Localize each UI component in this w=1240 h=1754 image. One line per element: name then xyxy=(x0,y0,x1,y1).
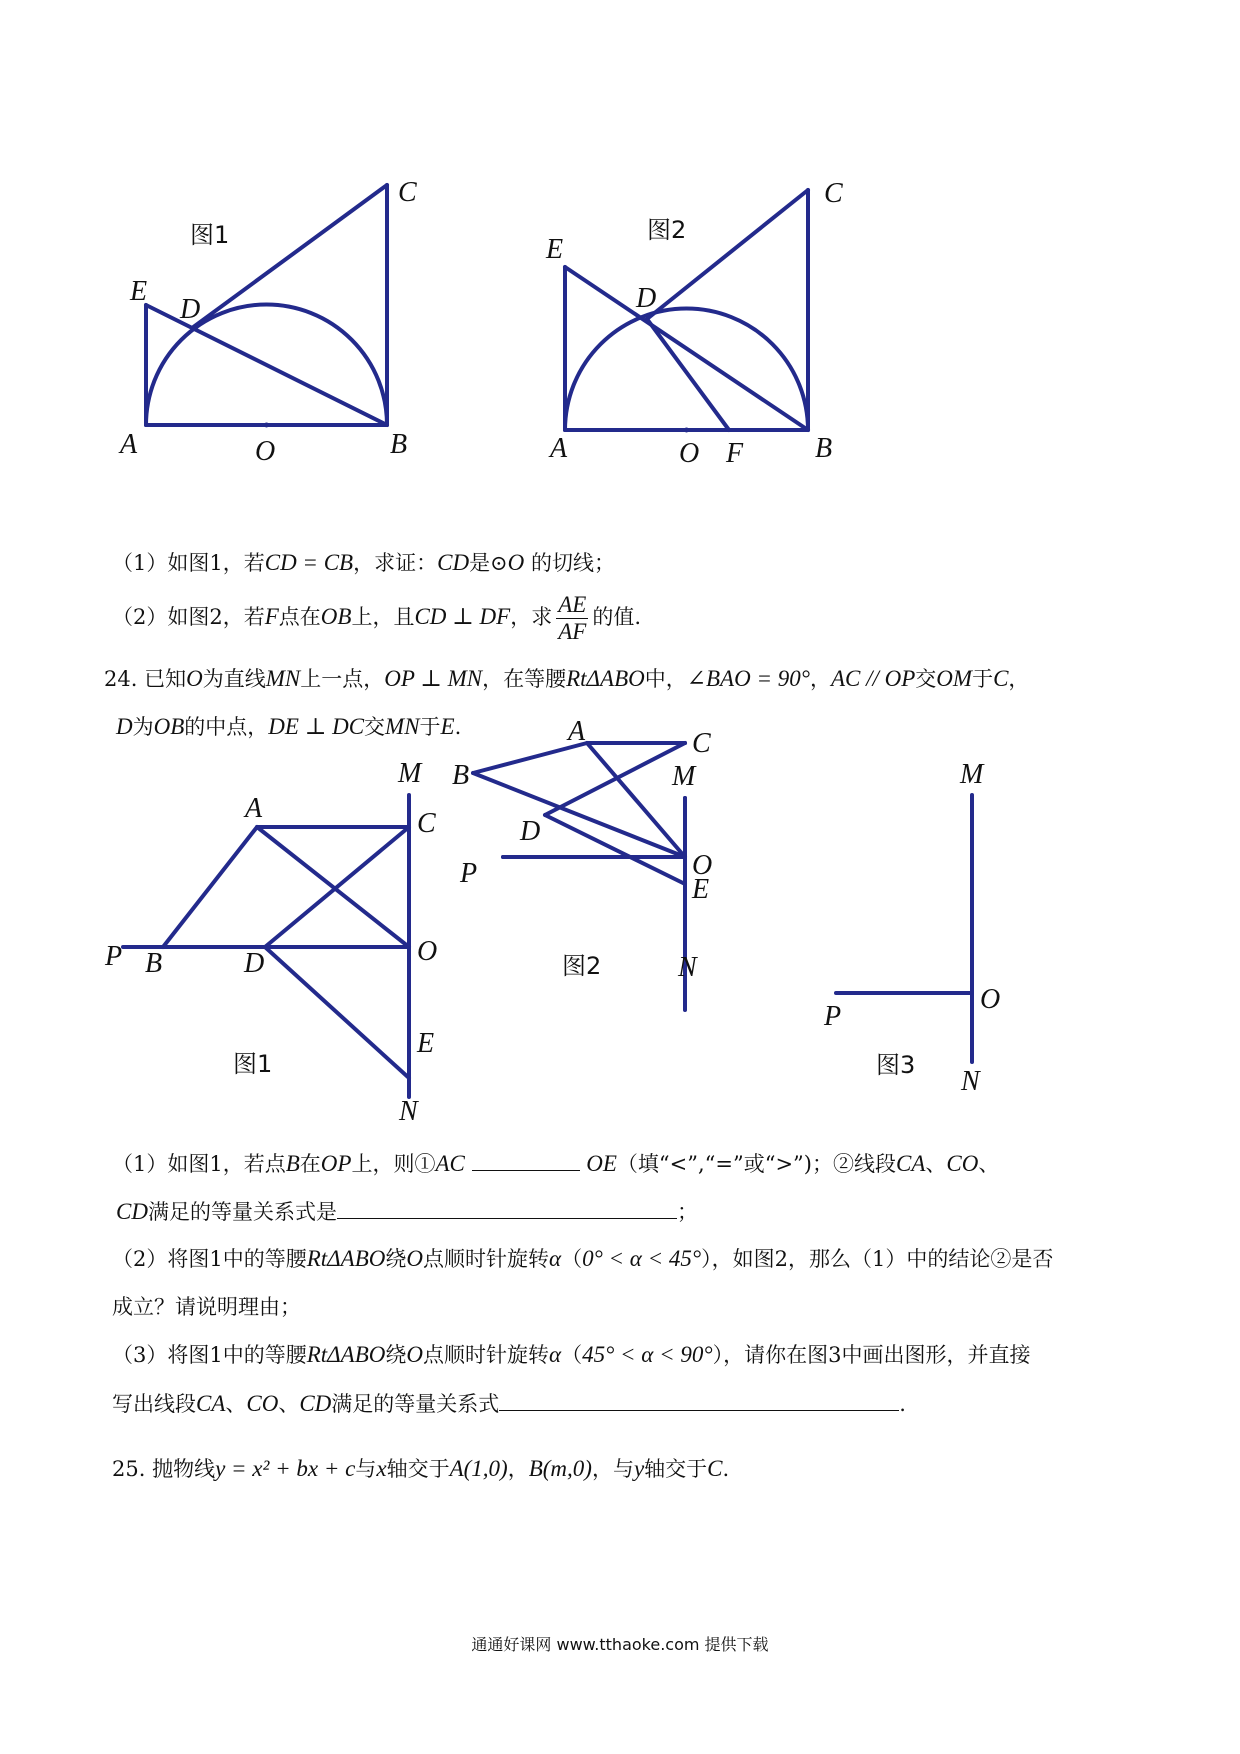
label-F: F xyxy=(726,438,744,469)
label-E: E xyxy=(417,1028,435,1059)
label-P: P xyxy=(105,941,123,972)
center-point-O xyxy=(684,428,689,433)
label-D: D xyxy=(180,294,201,325)
q24-stem-line-2: D为OB的中点，DE ⊥ DC交MN于E. xyxy=(116,714,462,739)
label-P: P xyxy=(460,858,478,889)
answer-blank-1[interactable] xyxy=(472,1148,580,1171)
label-E: E xyxy=(130,276,148,307)
fig1-caption: 图1 xyxy=(233,1050,273,1078)
label-A: A xyxy=(120,429,138,460)
q23-part-1: （1）如图1，若CD = CB，求证：CD是⊙O 的切线； xyxy=(112,550,615,575)
segment-AB xyxy=(473,743,587,773)
label-E: E xyxy=(546,234,564,265)
label-D: D xyxy=(520,816,541,847)
label-C: C xyxy=(824,178,843,209)
segment-DC xyxy=(647,190,808,319)
q24-stem-line-1: 24. 已知O为直线MN上一点，OP ⊥ MN，在等腰RtΔABO中，∠BAO = 90°，AC // OP交OM于C， xyxy=(104,666,1030,691)
label-O: O xyxy=(692,850,713,881)
label-A: A xyxy=(550,433,568,464)
label-O: O xyxy=(417,936,438,967)
fraction-AE-AF: $\frac{AE}{AF}$ xyxy=(558,592,587,644)
q24-part-2-line-2: 成立？请说明理由； xyxy=(112,1295,301,1319)
segment-DF xyxy=(647,319,729,430)
page-footer: 通通好课网 www.tthaoke.com 提供下载 xyxy=(471,1635,769,1654)
label-B: B xyxy=(815,433,833,464)
answer-blank-3[interactable] xyxy=(499,1388,899,1411)
fig1-caption: 图1 xyxy=(190,221,230,249)
label-O: O xyxy=(980,984,1001,1015)
label-P: P xyxy=(824,1001,842,1032)
fig2-caption: 图2 xyxy=(562,952,602,980)
segment-EB xyxy=(565,267,808,430)
q24-figure-3 xyxy=(800,755,1030,1115)
label-C: C xyxy=(692,728,711,759)
label-A: A xyxy=(568,716,586,747)
label-B: B xyxy=(145,948,163,979)
segment-DE xyxy=(265,947,409,1078)
label-A: A xyxy=(245,793,263,824)
label-N: N xyxy=(961,1066,980,1097)
center-point-O xyxy=(264,423,269,428)
q24-part-1-line-2: CD满足的等量关系式是 ； xyxy=(116,1196,698,1227)
q25-stem: 25. 抛物线y = x² + bx + c与x轴交于A(1,0)，B(m,0)，与y轴交于C. xyxy=(112,1456,730,1481)
fig2-caption: 图2 xyxy=(647,216,687,244)
label-M: M xyxy=(398,758,422,789)
label-N: N xyxy=(399,1096,418,1127)
q24-figure-2-topM xyxy=(670,760,720,800)
label-M: M xyxy=(672,761,696,792)
label-D: D xyxy=(636,283,657,314)
label-D: D xyxy=(244,948,265,979)
label-C: C xyxy=(398,177,417,208)
q23-part-2: （2）如图2，若F点在OB上，且CD ⊥ DF，求 $\frac{AE}{AF}$ 的值. xyxy=(112,592,642,644)
segment-BO xyxy=(473,773,685,857)
label-E: E xyxy=(692,874,710,905)
label-N: N xyxy=(678,952,697,983)
q23-figure-1 xyxy=(120,177,490,525)
label-M: M xyxy=(960,759,984,790)
q24-part-3-line-1: （3）将图1中的等腰RtΔABO绕O点顺时针旋转α（45° < α < 90°），请你在图3中画出图形，并直接 xyxy=(112,1342,1031,1367)
label-B: B xyxy=(452,760,470,791)
segment-AB xyxy=(163,827,257,947)
answer-blank-2[interactable] xyxy=(337,1196,677,1219)
q24-part-2-line-1: （2）将图1中的等腰RtΔABO绕O点顺时针旋转α（0° < α < 45°），如图2，那么（1）中的结论②是否 xyxy=(112,1246,1054,1271)
segment-DC xyxy=(545,743,685,815)
q24-part-3-line-2: 写出线段CA、CO、CD满足的等量关系式 . xyxy=(112,1388,906,1419)
q24-figure-1 xyxy=(105,760,465,1130)
label-C: C xyxy=(417,808,436,839)
label-O: O xyxy=(255,436,276,467)
label-B: B xyxy=(390,429,408,460)
label-O: O xyxy=(679,438,700,469)
q23-figure-2 xyxy=(530,178,900,525)
q24-part-1-line-1: （1）如图1，若点B在OP上，则①AC OE（填“<”,“=”或“>”)；②线段CA、CO、 xyxy=(112,1148,999,1179)
fig3-caption: 图3 xyxy=(876,1051,916,1079)
